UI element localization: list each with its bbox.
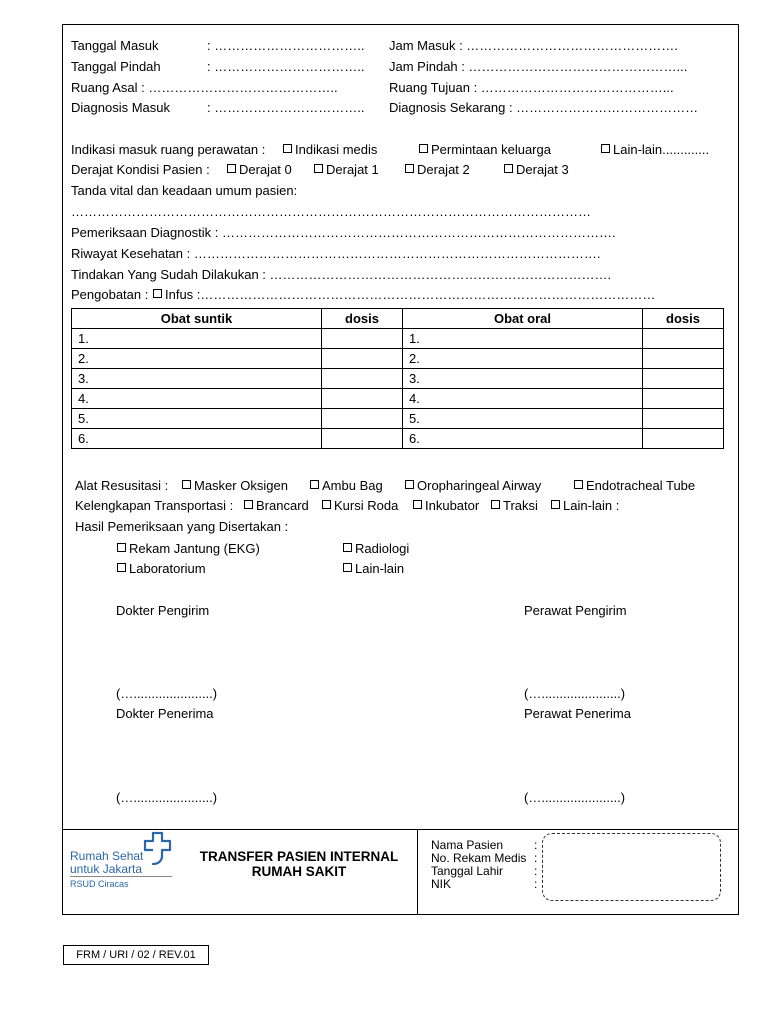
dosis-cell[interactable]: [322, 369, 403, 389]
obat-suntik-cell[interactable]: 2.: [72, 349, 322, 369]
laboratorium-option[interactable]: [116, 561, 206, 576]
obat-suntik-cell[interactable]: 3.: [72, 369, 322, 389]
checkbox-icon[interactable]: [283, 144, 292, 153]
no-rekam-medis-label: No. Rekam Medis: [431, 851, 527, 865]
checkbox-icon[interactable]: [153, 289, 162, 298]
derajat-0-option[interactable]: [226, 162, 292, 177]
nama-pasien-label: Nama Pasien: [431, 838, 504, 852]
checkbox-icon[interactable]: [117, 563, 126, 572]
option-label: Lain-lain :: [563, 498, 620, 513]
riwayat-kesehatan-field[interactable]: Riwayat Kesehatan : ………………………………………………………………………………….: [71, 246, 601, 261]
checkbox-icon[interactable]: [405, 480, 414, 489]
infus-field[interactable]: Infus :……………………………………………………………………………………………: [164, 287, 656, 302]
checkbox-icon[interactable]: [117, 543, 126, 552]
nik-label: NIK: [431, 877, 452, 891]
option-label: Oropharingeal Airway: [417, 478, 542, 493]
dosis-cell[interactable]: [322, 409, 403, 429]
derajat-2-option[interactable]: [404, 162, 470, 177]
obat-oral-cell[interactable]: 5.: [403, 409, 643, 429]
dosis-cell[interactable]: [643, 429, 724, 449]
pemeriksaan-diagnostik-field[interactable]: Pemeriksaan Diagnostik : ……………………………………………………………………………….: [71, 225, 616, 240]
tanda-vital-field[interactable]: …………………………………………………………………………………………………………: [71, 204, 591, 219]
transportasi-label: Kelengkapan Transportasi :: [75, 498, 234, 513]
perawat-penerima-signature[interactable]: (…......................): [524, 790, 626, 805]
logo-underline: [70, 876, 172, 877]
checkbox-icon[interactable]: [551, 500, 560, 509]
inkubator-option[interactable]: [412, 498, 479, 513]
indikasi-lain-option[interactable]: [600, 142, 709, 157]
jam-pindah-field[interactable]: Jam Pindah : …………………………………………...: [389, 59, 688, 74]
header-obat-suntik: Obat suntik: [72, 309, 322, 329]
form-frame: [62, 24, 739, 915]
option-label: Permintaan keluarga: [431, 142, 551, 157]
ambu-bag-option[interactable]: [309, 478, 383, 493]
obat-oral-cell[interactable]: 6.: [403, 429, 643, 449]
tanggal-masuk-label: Tanggal Masuk: [71, 38, 159, 53]
indikasi-keluarga-option[interactable]: [418, 142, 551, 157]
checkbox-icon[interactable]: [405, 164, 414, 173]
derajat-1-option[interactable]: [313, 162, 379, 177]
option-label: Derajat 3: [516, 162, 569, 177]
colon: :: [534, 851, 538, 865]
checkbox-icon[interactable]: [601, 144, 610, 153]
checkbox-icon[interactable]: [343, 563, 352, 572]
table-row: [72, 349, 724, 369]
ruang-asal-field[interactable]: Ruang Asal : ……………………………………..: [71, 80, 338, 95]
dosis-cell[interactable]: [322, 329, 403, 349]
checkbox-icon[interactable]: [322, 500, 331, 509]
checkbox-icon[interactable]: [314, 164, 323, 173]
option-label: Inkubator: [425, 498, 480, 513]
indikasi-label: Indikasi masuk ruang perawatan :: [71, 142, 266, 157]
derajat-3-option[interactable]: [503, 162, 569, 177]
tanggal-pindah-label: Tanggal Pindah: [71, 59, 161, 74]
indikasi-medis-option[interactable]: [282, 142, 377, 157]
diagnosis-masuk-field[interactable]: : ……………………………..: [207, 100, 365, 115]
checkbox-icon[interactable]: [491, 500, 500, 509]
table-header-row: [72, 309, 724, 329]
logo-text-line2: untuk Jakarta: [70, 862, 143, 876]
dosis-cell[interactable]: [643, 369, 724, 389]
brancard-option[interactable]: [243, 498, 309, 513]
tanggal-masuk-field[interactable]: : ……………………………..: [207, 38, 365, 53]
table-row: [72, 389, 724, 409]
colon: :: [534, 877, 538, 891]
colon: :: [534, 838, 538, 852]
dokter-pengirim-signature[interactable]: (…......................): [116, 686, 218, 701]
diagnosis-masuk-label: Diagnosis Masuk: [71, 100, 170, 115]
dokter-pengirim-label: Dokter Pengirim: [116, 603, 210, 618]
option-label: Endotracheal Tube: [586, 478, 696, 493]
header-dosis-suntik: dosis: [322, 309, 403, 329]
form-title-line1: TRANSFER PASIEN INTERNAL: [199, 849, 399, 864]
option-label: Derajat 0: [239, 162, 292, 177]
perawat-penerima-label: Perawat Penerima: [524, 706, 631, 721]
option-label: Masker Oksigen: [194, 478, 288, 493]
tindakan-field[interactable]: Tindakan Yang Sudah Dilakukan : …………………………………………………………………….: [71, 267, 612, 282]
obat-suntik-cell[interactable]: 6.: [72, 429, 322, 449]
tanda-vital-label: Tanda vital dan keadaan umum pasien:: [71, 183, 298, 198]
perawat-pengirim-signature[interactable]: (…......................): [524, 686, 626, 701]
pengobatan-row: [71, 287, 655, 302]
hasil-label: Hasil Pemeriksaan yang Disertakan :: [75, 519, 289, 534]
derajat-label: Derajat Kondisi Pasien :: [71, 162, 210, 177]
option-label: Radiologi: [355, 541, 410, 556]
tanggal-pindah-field[interactable]: : ……………………………..: [207, 59, 365, 74]
hospital-cross-logo-icon: [142, 831, 174, 865]
table-row: [72, 369, 724, 389]
option-label: Derajat 2: [417, 162, 470, 177]
checkbox-icon[interactable]: [574, 480, 583, 489]
jam-masuk-field[interactable]: Jam Masuk : ………………………………………….: [389, 38, 678, 53]
option-label: Indikasi medis: [295, 142, 378, 157]
patient-label-area[interactable]: [542, 833, 721, 901]
checkbox-icon[interactable]: [182, 480, 191, 489]
table-row: [72, 329, 724, 349]
logo-subtitle: RSUD Ciracas: [70, 879, 129, 889]
dosis-cell[interactable]: [643, 389, 724, 409]
pengobatan-label: Pengobatan :: [71, 287, 149, 302]
obat-oral-cell[interactable]: 3.: [403, 369, 643, 389]
option-label: Traksi: [503, 498, 538, 513]
ekg-option[interactable]: [116, 541, 260, 556]
hasil-lain-option[interactable]: [342, 561, 404, 576]
obat-suntik-cell[interactable]: 1.: [72, 329, 322, 349]
oropharingeal-option[interactable]: [404, 478, 541, 493]
masker-oksigen-option[interactable]: [181, 478, 288, 493]
checkbox-icon[interactable]: [310, 480, 319, 489]
dosis-cell[interactable]: [322, 389, 403, 409]
dosis-cell[interactable]: [643, 409, 724, 429]
obat-suntik-cell[interactable]: 5.: [72, 409, 322, 429]
option-label: Kursi Roda: [334, 498, 399, 513]
tanggal-lahir-label: Tanggal Lahir: [431, 864, 504, 878]
transport-lain-option[interactable]: [550, 498, 619, 513]
resusitasi-label: Alat Resusitasi :: [75, 478, 169, 493]
obat-oral-cell[interactable]: 2.: [403, 349, 643, 369]
colon: :: [534, 864, 538, 878]
header-obat-oral: Obat oral: [403, 309, 643, 329]
dokter-penerima-label: Dokter Penerima: [116, 706, 214, 721]
radiologi-option[interactable]: [342, 541, 409, 556]
header-dosis-oral: dosis: [643, 309, 724, 329]
option-label: Lain-lain.............: [613, 142, 710, 157]
form-title-line2: RUMAH SAKIT: [251, 864, 347, 879]
form-code: FRM / URI / 02 / REV.01: [63, 945, 209, 965]
checkbox-icon[interactable]: [343, 543, 352, 552]
option-label: Derajat 1: [326, 162, 379, 177]
option-label: Ambu Bag: [322, 478, 383, 493]
traksi-option[interactable]: [490, 498, 538, 513]
dosis-cell[interactable]: [643, 349, 724, 369]
medication-table: [71, 308, 724, 449]
kursi-roda-option[interactable]: [321, 498, 398, 513]
checkbox-icon[interactable]: [504, 164, 513, 173]
obat-oral-cell[interactable]: 4.: [403, 389, 643, 409]
perawat-pengirim-label: Perawat Pengirim: [524, 603, 627, 618]
checkbox-icon[interactable]: [419, 144, 428, 153]
dokter-penerima-signature[interactable]: (…......................): [116, 790, 218, 805]
option-label: Rekam Jantung (EKG): [129, 541, 260, 556]
checkbox-icon[interactable]: [244, 500, 253, 509]
option-label: Brancard: [256, 498, 309, 513]
checkbox-icon[interactable]: [413, 500, 422, 509]
obat-oral-cell[interactable]: 1.: [403, 329, 643, 349]
diagnosis-sekarang-field[interactable]: Diagnosis Sekarang : ……………………………………: [389, 100, 699, 115]
dosis-cell[interactable]: [643, 329, 724, 349]
option-label: Lain-lain: [355, 561, 405, 576]
table-row: [72, 429, 724, 449]
checkbox-icon[interactable]: [227, 164, 236, 173]
logo-text-line1: Rumah Sehat: [70, 849, 144, 863]
dosis-cell[interactable]: [322, 349, 403, 369]
footer-divider: [417, 829, 418, 915]
endotracheal-option[interactable]: [573, 478, 695, 493]
option-label: Laboratorium: [129, 561, 206, 576]
table-row: [72, 409, 724, 429]
obat-suntik-cell[interactable]: 4.: [72, 389, 322, 409]
ruang-tujuan-field[interactable]: Ruang Tujuan : ……………………………………...: [389, 80, 674, 95]
dosis-cell[interactable]: [322, 429, 403, 449]
